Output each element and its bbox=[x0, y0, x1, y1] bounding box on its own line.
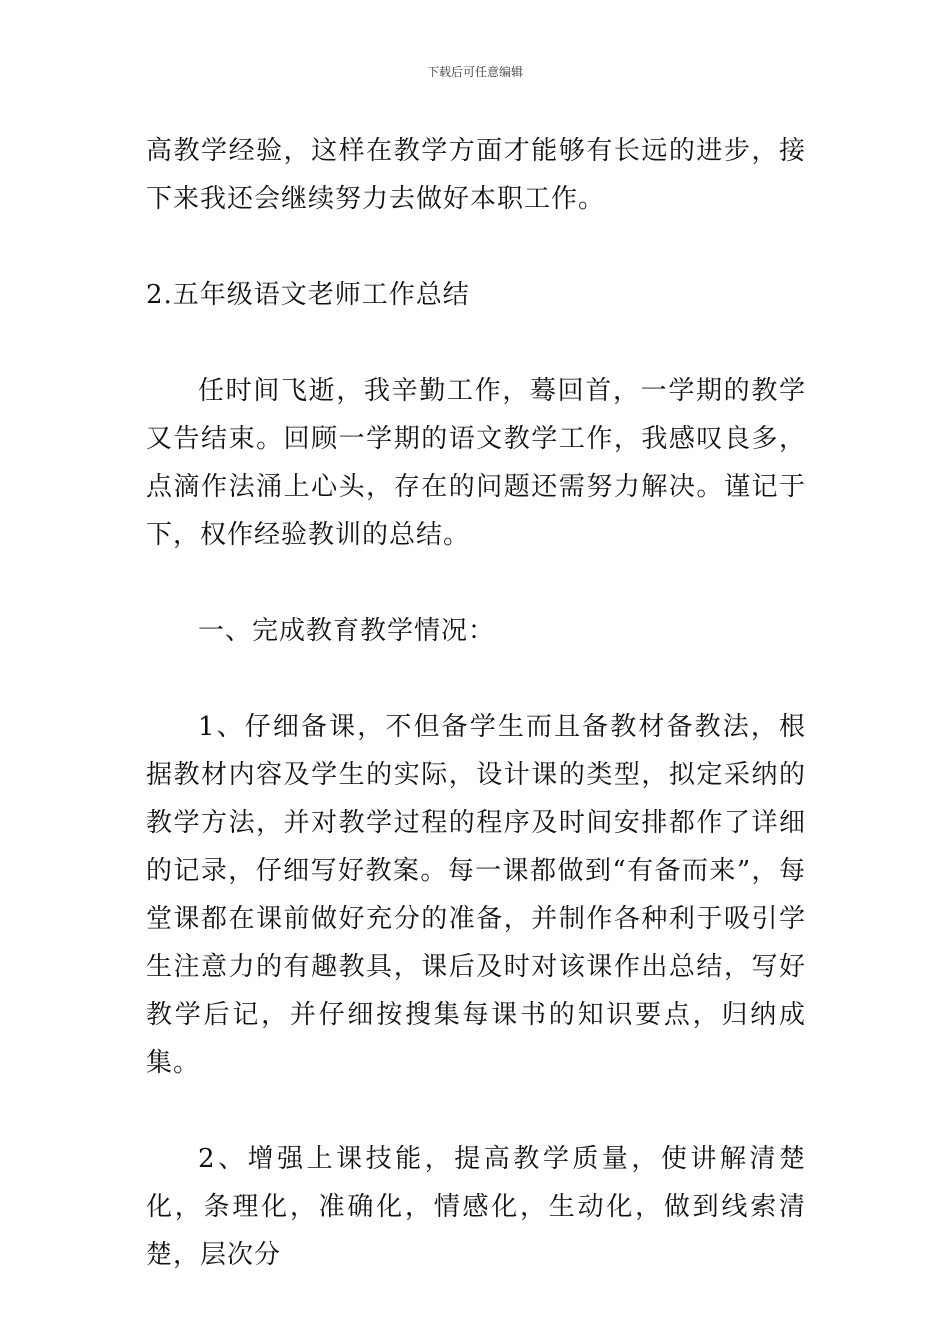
paragraph-gap bbox=[146, 223, 806, 271]
document-body bbox=[146, 127, 806, 1279]
section-heading: 2.五年级语文老师工作总结 bbox=[146, 280, 470, 310]
paragraph-gap bbox=[146, 1087, 806, 1135]
header-note: 下载后可任意编辑 bbox=[426, 65, 523, 79]
subsection-heading: 一、完成教育教学情况： bbox=[198, 616, 496, 646]
paragraph-gap bbox=[146, 559, 806, 607]
paragraph-intro: 任时间飞逝，我辛勤工作，蓦回首，一学期的教学又告结束。回顾一学期的语文教学工作，我感叹良多，点滴作法涌上心头，存在的问题还需努力解决。谨记于下，权作经验教训的总结。 bbox=[146, 376, 806, 550]
paragraph-gap bbox=[146, 655, 806, 703]
paragraph-item-2: 2、增强上课技能，提高教学质量，使讲解清楚化，条理化，准确化，情感化，生动化，做到线索清楚，层次分 bbox=[146, 1144, 806, 1270]
paragraph-continuation: 高教学经验，这样在教学方面才能够有长远的进步，接下来我还会继续努力去做好本职工作。 bbox=[146, 136, 806, 214]
paragraph-item-1: 1、仔细备课，不但备学生而且备教材备教法，根据教材内容及学生的实际，设计课的类型，拟定采纳的教学方法，并对教学过程的程序及时间安排都作了详细的记录，仔细写好教案。每一课都做到“有备而来”，每堂课都在课前做好充分的准备，并制作各种利于吸引学生注意力的有趣教具，课后及时对该课作出总结，写好教学后记，并仔细按搜集每课书的知识要点，归纳成集。 bbox=[146, 712, 806, 1078]
paragraph-gap bbox=[146, 319, 806, 367]
